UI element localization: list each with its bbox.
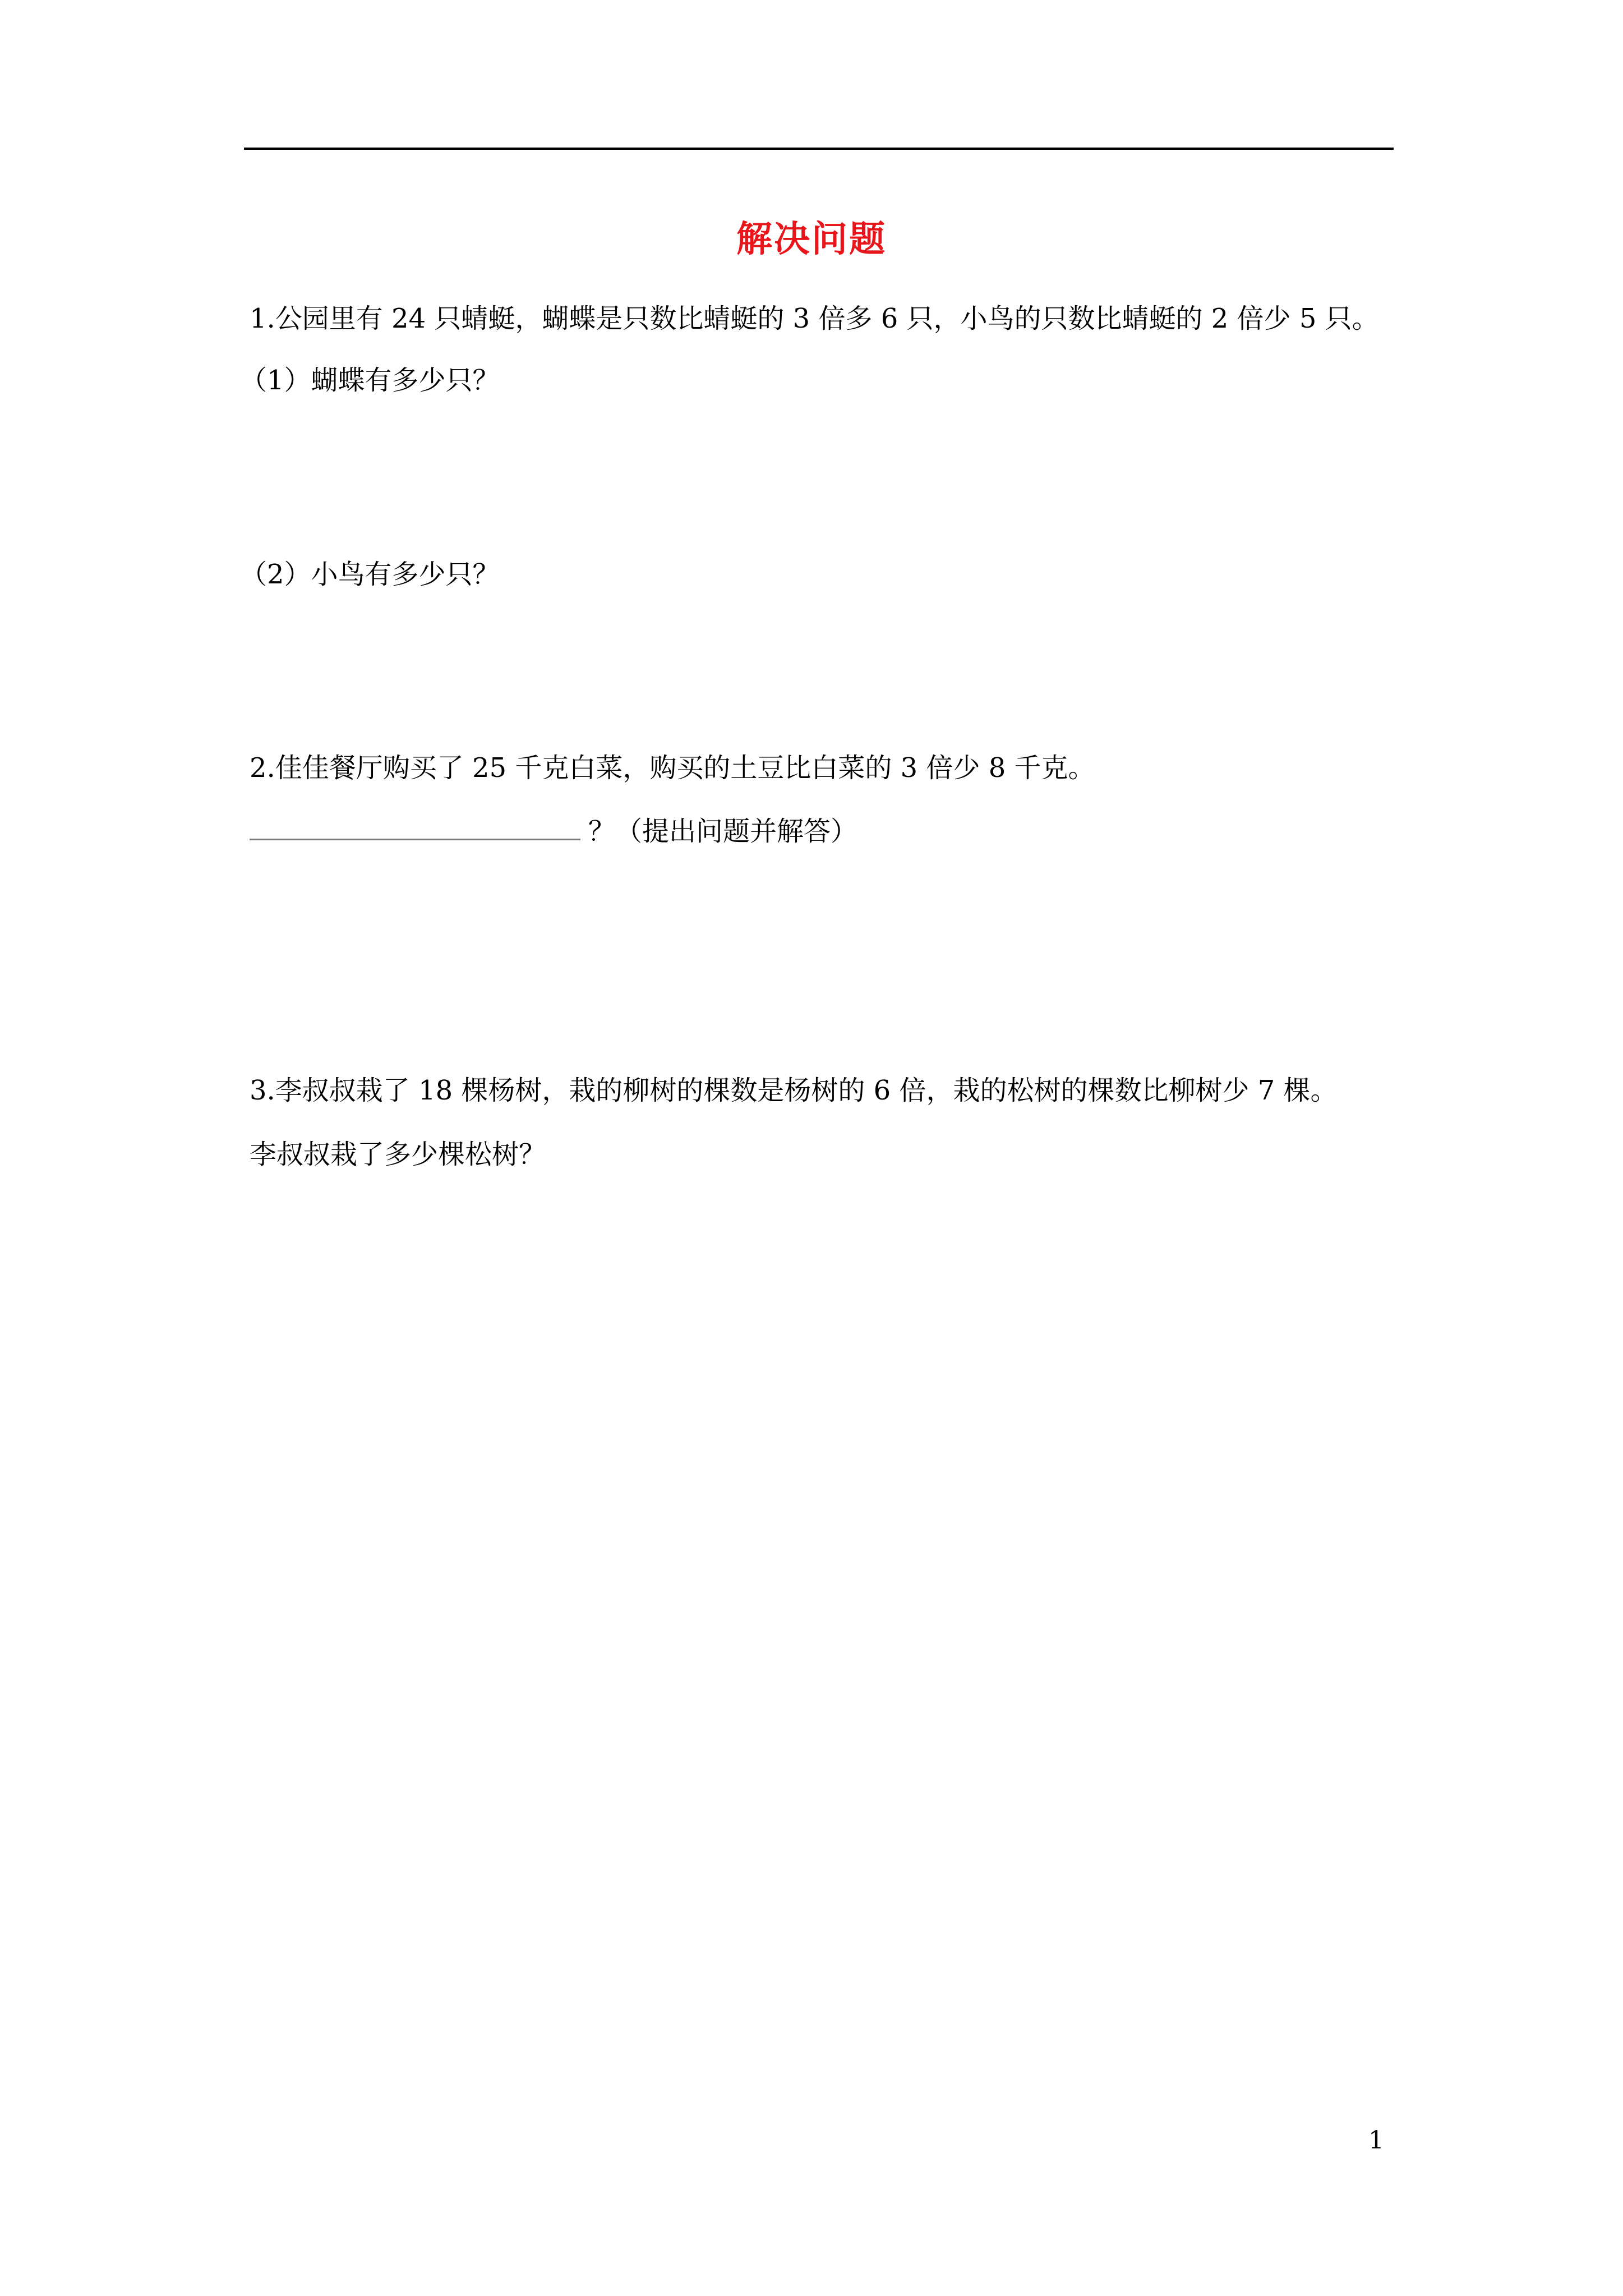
page-number: 1 xyxy=(1368,2126,1384,2155)
question-1-part-2: （2）小鸟有多少只？ xyxy=(240,559,500,590)
answer-blank[interactable] xyxy=(250,812,580,840)
question-1-text: 1.公园里有 24 只蜻蜓，蝴蝶是只数比蜻蜓的 3 倍多 6 只，小鸟的只数比蜻蜓的 2 倍少 5 只。 xyxy=(250,303,1379,334)
page-title: 解决问题 xyxy=(736,218,887,260)
question-1-part-1: （1）蝴蝶有多少只？ xyxy=(240,365,500,396)
question-3-line-1: 3.李叔叔栽了 18 棵杨树，栽的柳树的棵数是杨树的 6 倍，栽的松树的棵数比柳树少 7 棵。 xyxy=(250,1075,1338,1106)
question-2-prompt-line xyxy=(250,812,857,851)
question-3-line-2: 李叔叔栽了多少棵松树？ xyxy=(250,1139,546,1170)
question-2-text: 2.佳佳餐厅购买了 25 千克白菜，购买的土豆比白菜的 3 倍少 8 千克。 xyxy=(250,752,1095,784)
header-rule xyxy=(244,148,1394,150)
question-2-prompt: ？（提出问题并解答） xyxy=(588,816,858,847)
